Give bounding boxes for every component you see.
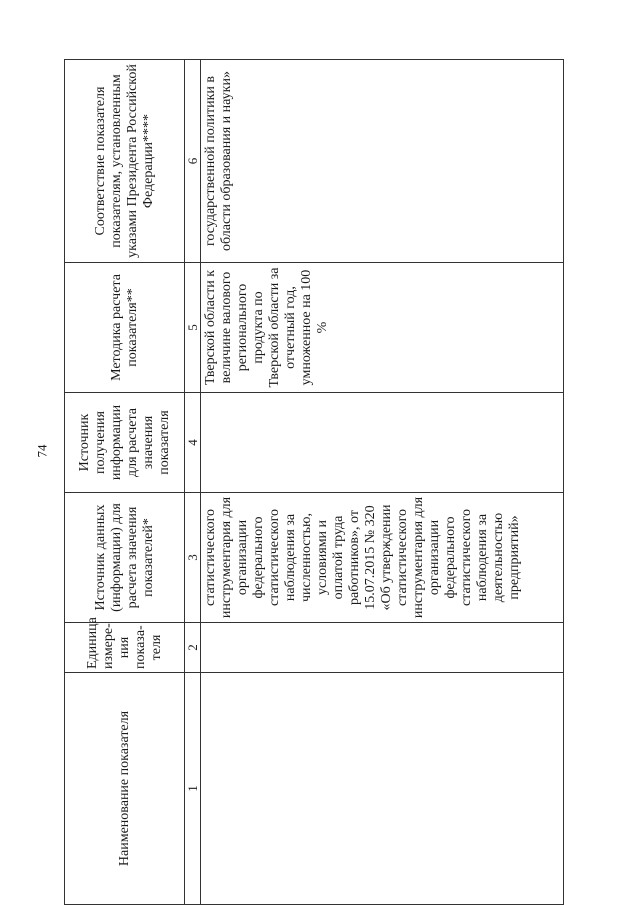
cell-decree-compliance: государственной политики в области образования и науки» (201, 60, 564, 263)
column-number-row (185, 60, 201, 905)
header-cell-info-source: Источник получения информации для расчета значения показателя (65, 393, 185, 493)
cell-data-source: статистического инструментария для организации федерального статистического наблюдения за численностью, условиями и оплатой труда работников», от 15.07.2015 № 320 «Об утверждении статистического инструментария для организации федерального статистического наблюдения за деятельностью предприятий» (201, 493, 564, 623)
column-number: 2 (185, 623, 201, 673)
column-number: 5 (185, 263, 201, 393)
column-number: 1 (185, 673, 201, 905)
page-number: 74 (34, 444, 50, 458)
column-number: 3 (185, 493, 201, 623)
header-cell-method: Методика расчета показателя** (65, 263, 185, 393)
table-row (201, 60, 564, 905)
cell-info-source (201, 393, 564, 493)
rotated-table-container (64, 60, 598, 905)
rotated-page-frame (64, 60, 598, 905)
table-header-row (65, 60, 185, 905)
cell-indicator-name (201, 673, 564, 905)
column-number: 6 (185, 60, 201, 263)
header-cell-decree-compliance: Соответствие показателя показателям, установленным указами Президента Российской Федерации**** (65, 60, 185, 263)
header-cell-indicator-name: Наименование показателя (65, 673, 185, 905)
header-cell-unit: Единица измере-ния показа-теля (65, 623, 185, 673)
indicator-table (64, 59, 564, 905)
cell-unit (201, 623, 564, 673)
cell-method: Тверской области к величине валового регионального продукта по Тверской области за отчетный год, умноженное на 100 % (201, 263, 564, 393)
header-cell-data-source: Источник данных (информации) для расчета значения показателей* (65, 493, 185, 623)
column-number: 4 (185, 393, 201, 493)
